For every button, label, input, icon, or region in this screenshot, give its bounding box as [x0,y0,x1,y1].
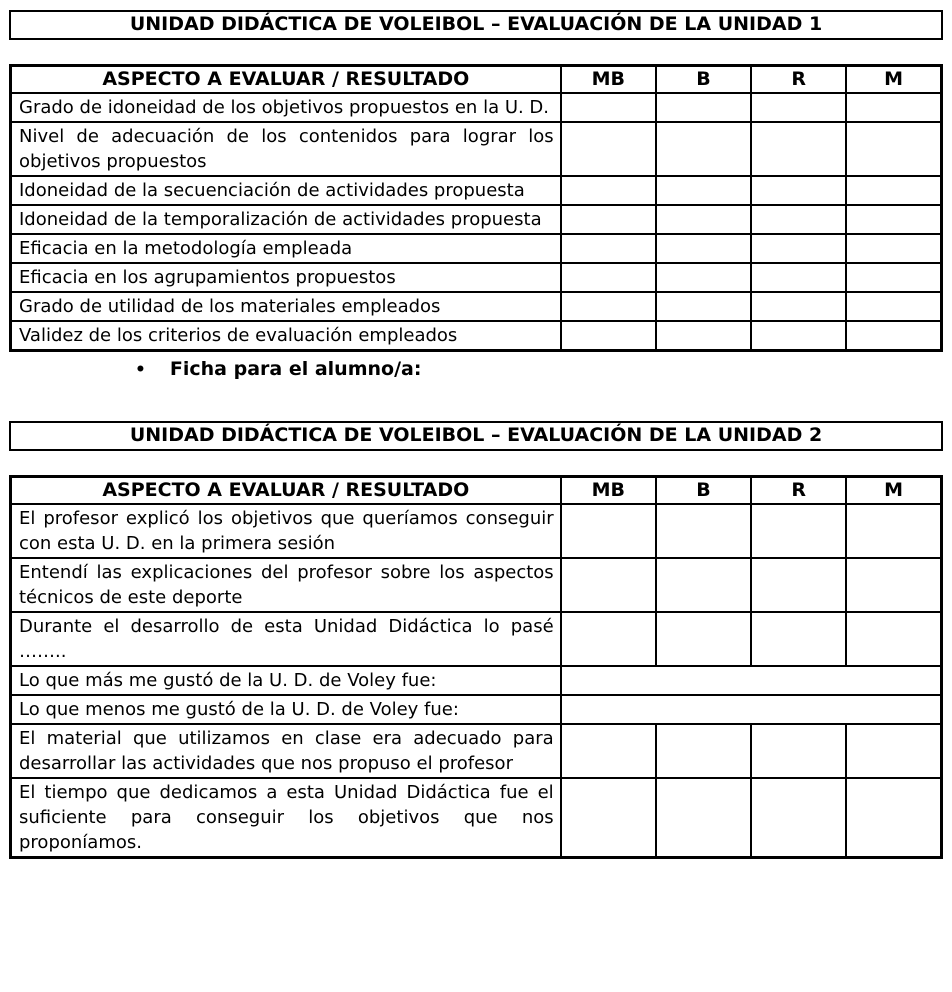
rating-cell [751,292,846,321]
answer-cell-merged [561,666,942,695]
table-row [11,122,942,176]
rating-cell [846,263,941,292]
rating-cell [561,234,656,263]
table1-body [11,93,942,351]
table-row [11,778,942,858]
rating-cell [561,612,656,666]
rating-cell [656,612,751,666]
aspect-cell: Entendí las explicaciones del profesor sobre los aspectos técnicos de este deporte [11,558,561,612]
rating-cell [656,234,751,263]
rating-cell [561,263,656,292]
table-row [11,263,942,292]
rating-cell [561,176,656,205]
table-row [11,176,942,205]
table-row [11,666,942,695]
rating-cell [751,724,846,778]
aspect-cell: Idoneidad de la temporalización de actividades propuesta [11,205,561,234]
table2-header-aspect: ASPECTO A EVALUAR / RESULTADO [11,477,561,505]
rating-cell [846,558,941,612]
rating-cell [751,558,846,612]
rating-cell [656,724,751,778]
rating-cell [846,321,941,351]
table-row [11,234,942,263]
table1-header [11,66,942,94]
rating-cell [561,321,656,351]
rating-cell [561,122,656,176]
table2-header-mb: MB [561,477,656,505]
rating-cell [846,724,941,778]
rating-cell [656,292,751,321]
aspect-cell: El tiempo que dedicamos a esta Unidad Didáctica fue el suficiente para conseguir los objetivos que nos proponíamos. [11,778,561,858]
table-row [11,321,942,351]
rating-cell [846,612,941,666]
rating-cell [846,122,941,176]
aspect-cell: El material que utilizamos en clase era adecuado para desarrollar las actividades que nos propuso el profesor [11,724,561,778]
section2-title: UNIDAD DIDÁCTICA DE VOLEIBOL – EVALUACIÓN DE LA UNIDAD 2 [129,424,823,446]
table2-header-row [11,477,942,505]
rating-cell [561,93,656,122]
aspect-cell: Lo que menos me gustó de la U. D. de Voley fue: [11,695,561,724]
aspect-cell: Idoneidad de la secuenciación de actividades propuesta [11,176,561,205]
aspect-cell: Durante el desarrollo de esta Unidad Didáctica lo pasé …….. [11,612,561,666]
rating-cell [656,176,751,205]
aspect-cell: El profesor explicó los objetivos que queríamos conseguir con esta U. D. en la primera sesión [11,504,561,558]
rating-cell [751,205,846,234]
rating-cell [751,321,846,351]
table1-header-mb: MB [561,66,656,94]
section1-title-box [9,10,943,40]
aspect-cell: Grado de utilidad de los materiales empleados [11,292,561,321]
table1-header-b: B [656,66,751,94]
aspect-cell: Grado de idoneidad de los objetivos propuestos en la U. D. [11,93,561,122]
rating-cell [846,205,941,234]
table-row [11,292,942,321]
bullet-marker: • [135,360,146,380]
rating-cell [656,93,751,122]
table1-header-row [11,66,942,94]
answer-cell-merged [561,695,942,724]
rating-cell [561,778,656,858]
rating-cell [846,176,941,205]
aspect-cell: Lo que más me gustó de la U. D. de Voley fue: [11,666,561,695]
table1-header-aspect: ASPECTO A EVALUAR / RESULTADO [11,66,561,94]
table-row [11,695,942,724]
table2-header-m: M [846,477,941,505]
evaluation-table-2 [9,475,943,859]
rating-cell [846,93,941,122]
table2-header-b: B [656,477,751,505]
rating-cell [846,234,941,263]
rating-cell [751,122,846,176]
section1-title: UNIDAD DIDÁCTICA DE VOLEIBOL – EVALUACIÓN DE LA UNIDAD 1 [129,13,823,35]
rating-cell [656,122,751,176]
rating-cell [656,504,751,558]
aspect-cell: Eficacia en la metodología empleada [11,234,561,263]
rating-cell [656,263,751,292]
rating-cell [656,321,751,351]
table2-header-r: R [751,477,846,505]
aspect-cell: Validez de los criterios de evaluación empleados [11,321,561,351]
rating-cell [751,234,846,263]
table-row [11,504,942,558]
table-row [11,558,942,612]
rating-cell [751,778,846,858]
rating-cell [561,724,656,778]
rating-cell [751,176,846,205]
rating-cell [846,292,941,321]
evaluation-table-1 [9,64,943,352]
table-row [11,612,942,666]
rating-cell [561,504,656,558]
section2-title-box [9,421,943,451]
table2-header [11,477,942,505]
rating-cell [751,612,846,666]
aspect-cell: Eficacia en los agrupamientos propuestos [11,263,561,292]
aspect-cell: Nivel de adecuación de los contenidos para lograr los objetivos propuestos [11,122,561,176]
table1-header-r: R [751,66,846,94]
table-row [11,93,942,122]
rating-cell [561,558,656,612]
rating-cell [656,205,751,234]
rating-cell [656,778,751,858]
rating-cell [561,292,656,321]
table1-header-m: M [846,66,941,94]
table-row [11,205,942,234]
rating-cell [656,558,751,612]
rating-cell [846,778,941,858]
student-sheet-note-label: Ficha para el alumno/a: [169,358,422,380]
rating-cell [751,93,846,122]
rating-cell [751,504,846,558]
rating-cell [751,263,846,292]
rating-cell [846,504,941,558]
rating-cell [561,205,656,234]
table-row [11,724,942,778]
table2-body [11,504,942,858]
student-sheet-note [135,357,943,383]
